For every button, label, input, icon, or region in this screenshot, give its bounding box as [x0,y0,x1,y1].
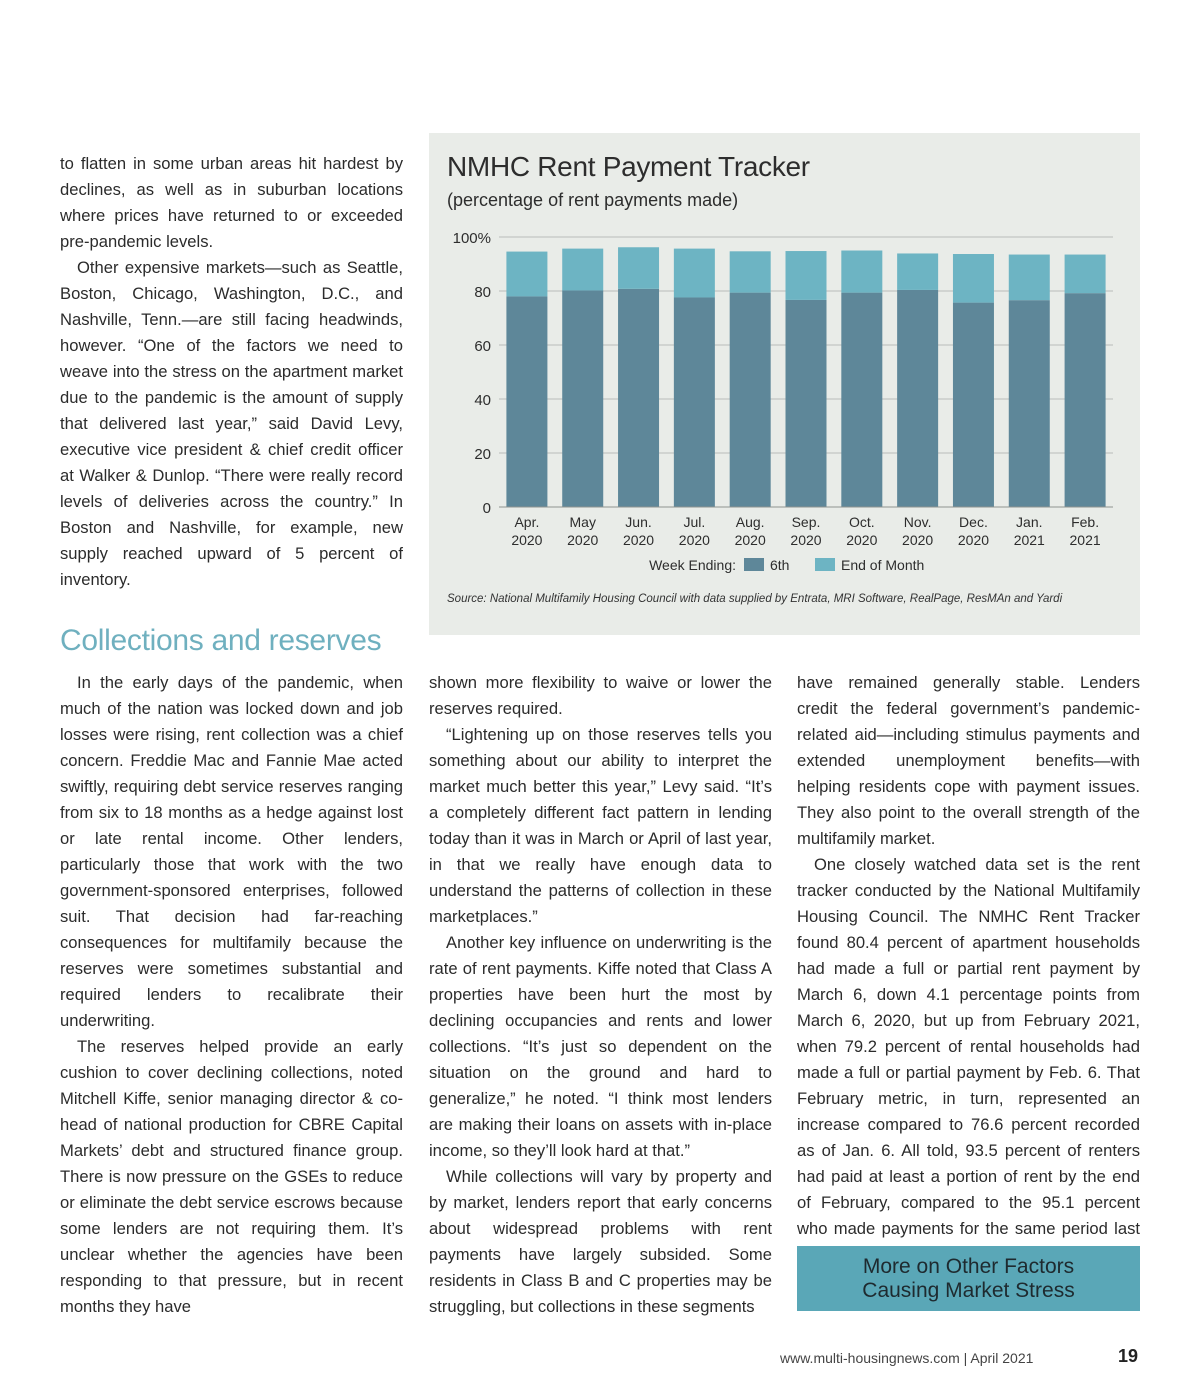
paragraph: The reserves helped provide an early cushion to cover declining collections, noted Mitchell Kiffe, senior managing director & co-head of national production for CBRE Capital Markets’ debt and structured finance group. There is now pressure on the GSEs to reduce or eliminate the debt service escrows because some lenders are not requiring them. It’s unclear whether the agencies have been responding to that pressure, but in recent months they have [60,1037,403,1316]
legend-swatch-end-of-month [815,558,835,571]
y-tick-label: 40 [474,392,491,409]
cta-line-2: Causing Market Stress [862,1279,1075,1302]
top-left-column [60,151,403,593]
chart-source: Source: National Multifamily Housing Council with data supplied by Entrata, MRI Software, RealPage, ResMAn and Yardi [447,593,1063,605]
legend-item-6th: 6th [770,557,790,573]
legend-item-end-of-month: End of Month [841,557,925,573]
paragraph: shown more flexibility to waive or lower the reserves required. [429,673,772,718]
bar-end-of-month [562,249,603,291]
bar-end-of-month [506,252,547,297]
x-tick-year: 2020 [734,532,766,548]
bar-end-of-month [674,249,715,298]
bar-6th [730,293,771,507]
cta-line-1: More on Other Factors [862,1255,1075,1278]
paragraph: have remained generally stable. Lenders credit the federal government’s pandemic-related aid—including stimulus payments and extended unemployment benefits—with helping residents cope with payment issues. They also point to the overall strength of the multifamily market. [797,673,1140,848]
x-tick-label: Jan. [1016,514,1043,530]
chart-subtitle: (percentage of rent payments made) [447,190,739,210]
page-number: 19 [1118,1346,1139,1366]
y-tick-label: 0 [482,500,491,517]
body-column-2 [429,670,772,1320]
paragraph: to flatten in some urban areas hit hardest by declines, as well as in suburban locations where prices have returned to or exceeded pre-pandemic levels. [60,154,403,251]
body-column-1 [60,670,403,1320]
rent-tracker-chart [429,133,1140,635]
legend-swatch-6th [744,558,764,571]
x-tick-year: 2021 [1013,532,1045,548]
x-tick-label: Nov. [903,514,932,530]
x-tick-label: Oct. [848,514,875,530]
chart-title: NMHC Rent Payment Tracker [447,151,810,182]
bar-6th [506,296,547,507]
x-tick-label: Feb. [1071,514,1100,530]
footer-url-date: www.multi-housingnews.com | April 2021 [780,1350,1034,1366]
x-tick-year: 2021 [1069,532,1101,548]
bar-end-of-month [730,251,771,292]
bar-end-of-month [786,251,827,300]
bar-6th [786,300,827,507]
y-tick-label: 100% [452,230,491,247]
bar-6th [562,290,603,507]
bar-6th [953,303,994,507]
bar-6th [674,297,715,507]
x-tick-label: Jul. [683,514,706,530]
y-tick-label: 80 [474,284,491,301]
bar-end-of-month [618,247,659,289]
paragraph: In the early days of the pandemic, when much of the nation was locked down and job losses were rising, rent collection was a chief concern. Freddie Mac and Fannie Mae acted swiftly, requiring debt service reserves ranging from six to 18 months as a hedge against lost or late rental income. Other lenders, particularly those that work with the two government-sponsored enterprises, followed suit. That decision had far-reaching consequences for multifamily because the reserves were sometimes substantial and required lenders to recalibrate their underwriting. [60,673,403,1030]
y-tick-label: 20 [474,446,491,463]
paragraph: While collections will vary by property and by market, lenders report that early concerns about widespread problems with rent payments have largely subsided. Some residents in Class B and C properties may be struggling, but collections in these segments [429,1167,772,1316]
x-tick-year: 2020 [846,532,878,548]
paragraph: One closely watched data set is the rent tracker conducted by the National Multifamily Housing Council. The NMHC Rent Tracker found 80.4 percent of apartment households had made a full or partial rent payment by March 6, down 4.1 percentage points from March 6, 2020, but up from February 2021, when 79.2 percent of rental households had made a full or partial payment by Feb. 6. That February metric, in turn, represented an increase compared to 76.6 percent recorded as of Jan. 6. All told, 93.5 percent of renters had paid at least a portion of rent by the end of February, compared to the 95.1 percent who made payments for the same period last [797,855,1140,1238]
legend-label: Week Ending: [649,557,736,573]
x-tick-label: Aug. [735,514,765,530]
x-tick-label: Dec. [959,514,988,530]
paragraph: Other expensive markets—such as Seattle, Boston, Chicago, Washington, D.C., and Nashville, Tenn.—are still facing headwinds, however. “One of the factors we need to weave into the stress on the apartment market due to the pandemic is the amount of supply that delivered last year,” said David Levy, executive vice president & chief credit officer at Walker & Dunlop. “There were really record levels of deliveries across the country.” In Boston and Nashville, for example, new supply reached upward of 5 percent of inventory. [60,258,403,589]
x-tick-year: 2020 [567,532,599,548]
x-tick-year: 2020 [902,532,934,548]
x-tick-year: 2020 [957,532,990,548]
paragraph: Another key influence on underwriting is the rate of rent payments. Kiffe noted that Class A properties have been hurt the most by declining occupancies and rents and lower collections. “It’s just so dependent on the situation on the ground and hard to generalize,” he noted. “I think most lenders are making their loans on assets with in-place income, so they’ll look hard at that.” [429,933,772,1160]
paragraph: “Lightening up on those reserves tells you something about our ability to interpret the market much better this year,” Levy said. “It’s a completely different fact pattern in lending today than it was in March or April of last year, in that we really have enough data to understand the patterns of collection in these marketplaces.” [429,725,772,926]
section-heading: Collections and reserves [60,624,382,657]
x-tick-year: 2020 [790,532,822,548]
x-tick-label: Apr. [514,514,540,530]
bar-6th [841,293,882,507]
x-tick-year: 2020 [511,532,543,548]
related-article-link[interactable] [797,1246,1140,1311]
bar-6th [618,289,659,507]
body-column-3 [797,670,1140,1268]
bar-6th [1065,293,1106,507]
x-tick-year: 2020 [622,532,655,548]
bar-end-of-month [841,251,882,293]
x-tick-label: Jun. [625,514,652,530]
bar-end-of-month [953,254,994,303]
bar-6th [1009,300,1050,507]
bar-end-of-month [1065,255,1106,294]
x-tick-label: Sep. [791,514,821,530]
bar-6th [897,290,938,507]
bar-end-of-month [1009,255,1050,301]
x-tick-year: 2020 [678,532,710,548]
y-tick-label: 60 [474,338,491,355]
x-tick-label: May [569,514,596,530]
bar-end-of-month [897,253,938,289]
